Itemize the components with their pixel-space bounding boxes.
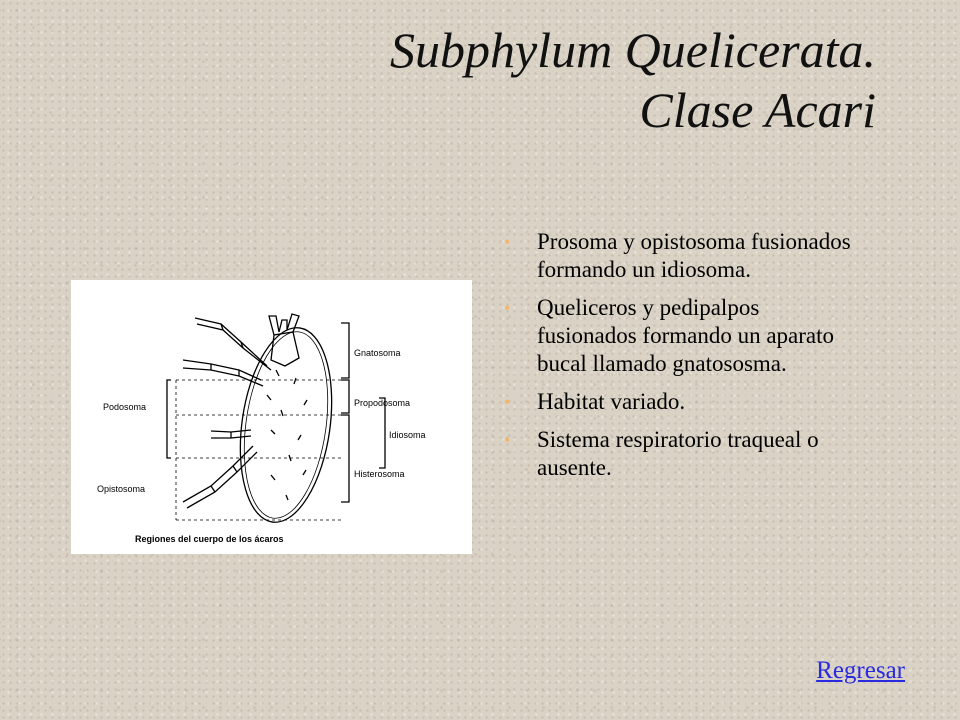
bullet-text: Prosoma y opistosoma fusionados formando un idiosoma.	[537, 229, 851, 282]
label-podosoma: Podosoma	[103, 402, 147, 412]
bullet-item	[498, 388, 858, 416]
bullet-list	[498, 228, 858, 492]
bullet-text: Habitat variado.	[537, 389, 686, 414]
bullet-item	[498, 294, 858, 378]
bullet-dot-icon: •	[504, 392, 511, 412]
title-line-1: Subphylum Quelicerata.	[389, 22, 876, 78]
bullet-dot-icon: •	[504, 298, 511, 318]
mite-diagram	[71, 280, 472, 554]
bullet-text: Sistema respiratorio traqueal o ausente.	[537, 427, 819, 480]
mite-body-drawing	[167, 314, 385, 528]
label-histerosoma: Histerosoma	[354, 469, 405, 479]
bullet-dot-icon: •	[504, 430, 511, 450]
label-propodosoma: Propodosoma	[354, 398, 411, 408]
label-opistosoma: Opistosoma	[97, 484, 146, 494]
bullet-text: Queliceros y pedipalpos fusionados formando un aparato bucal llamado gnatososma.	[537, 295, 835, 376]
figure-caption: Regiones del cuerpo de los ácaros	[135, 534, 284, 544]
label-gnatosoma: Gnatosoma	[354, 348, 401, 358]
title-line-2: Clase Acari	[639, 82, 876, 138]
bullet-item	[498, 426, 858, 482]
mite-diagram-drawing	[71, 280, 472, 554]
regresar-link[interactable]: Regresar	[816, 657, 905, 684]
bullet-dot-icon: •	[504, 232, 511, 252]
bullet-item	[498, 228, 858, 284]
label-idiosoma: Idiosoma	[389, 430, 426, 440]
slide-title	[176, 20, 876, 140]
